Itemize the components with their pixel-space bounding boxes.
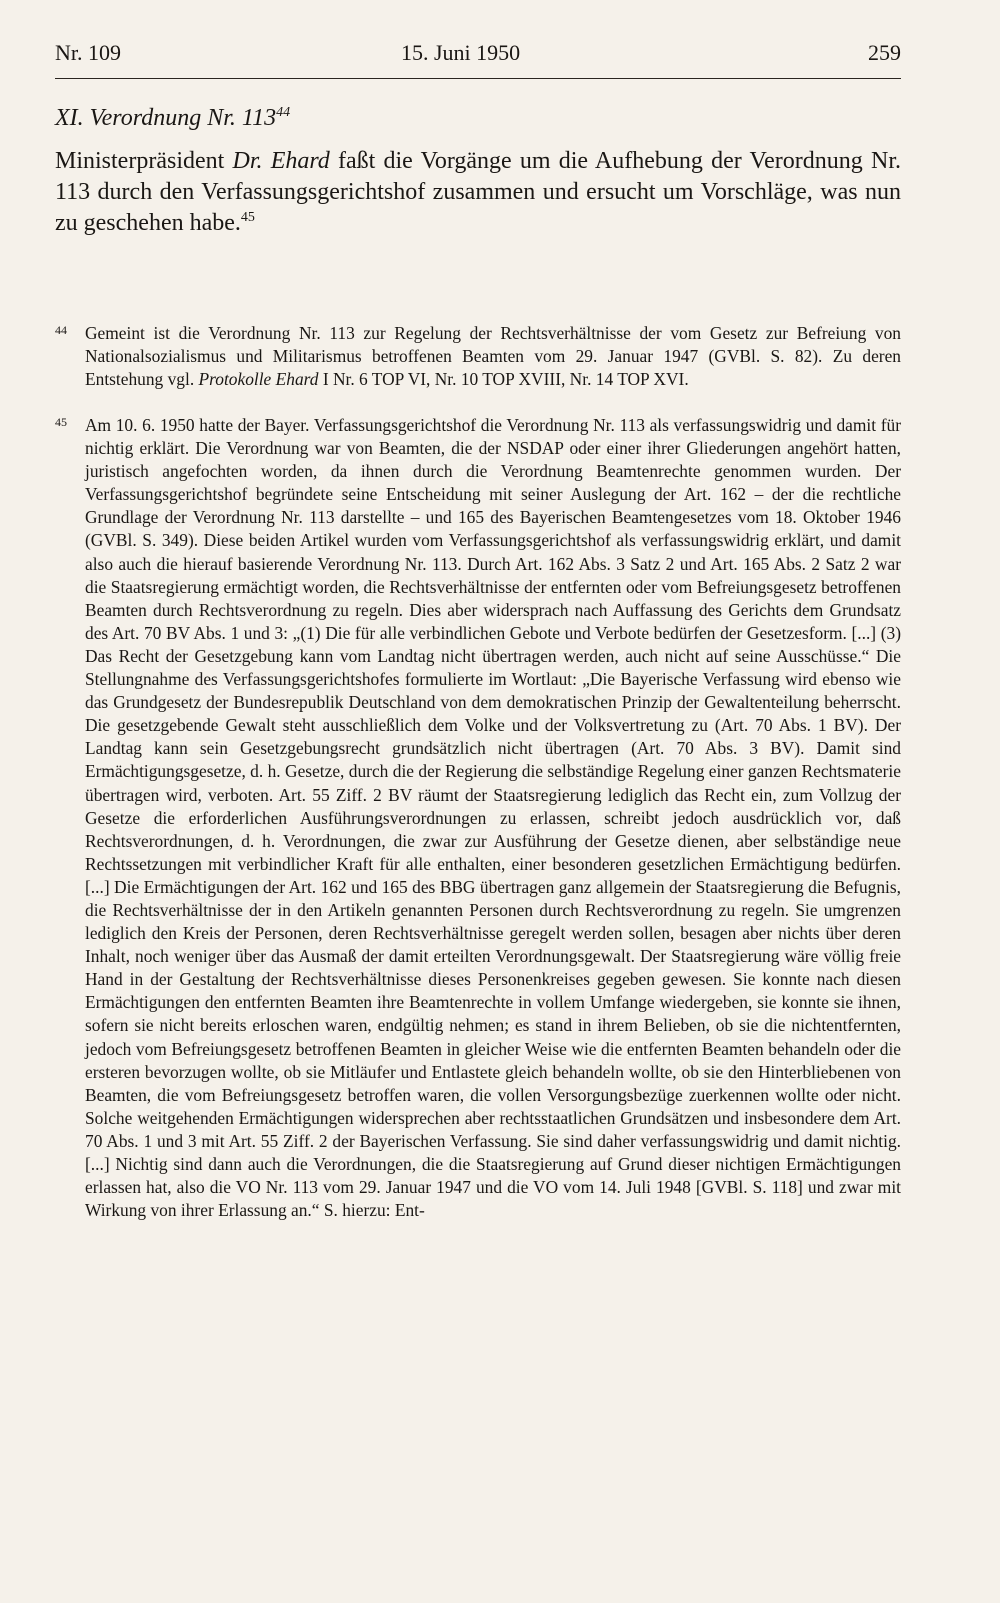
- footnote-marker: 44: [55, 323, 67, 337]
- minister-name: Dr. Ehard: [232, 148, 330, 174]
- footnote-italic-title: Protokolle Ehard: [198, 369, 319, 390]
- footnote-text-part: I Nr. 6 TOP VI, Nr. 10 TOP XVIII, Nr. 14 TOP XVI.: [318, 369, 689, 390]
- footnote-ref-44[interactable]: 44: [276, 105, 291, 120]
- running-header: [55, 40, 901, 74]
- header-rule: [55, 78, 901, 79]
- main-paragraph: [55, 146, 901, 239]
- footnote-text: Am 10. 6. 1950 hatte der Bayer. Verfassungsgerichtshof die Verordnung Nr. 113 als verfassungswidrig und damit für nichtig erklärt. Die Verordnung war von Beamten, die der NSDAP oder einer ihrer Gliederungen angehört hatten, juristisch angefochten worden, da ihnen durch die Verordnung Beamtenrechte genommen wurden. Der Verfassungsgerichtshof begründete seine Entscheidung mit seiner Auslegung der Art. 162 – der die rechtliche Grundlage der Verordnung Nr. 113 darstellte – und 165 des Bayerischen Beamtengesetzes vom 18. Oktober 1946 (GVBl. S. 349). Diese beiden Artikel wurden vom Verfassungsgerichtshof als verfassungswidrig erklärt, und damit also auch die hierauf basierende Verordnung Nr. 113. Durch Art. 162 Abs. 3 Satz 2 und Art. 165 Abs. 2 Satz 2 war die Staatsregierung ermächtigt worden, die Rechtsverhältnisse der entfernten oder vom Befreiungsgesetz betroffenen Beamten durch Rechtsverordnung zu regeln. Dies aber widersprach nach Auffassung des Gerichts dem Grundsatz des Art. 70 BV Abs. 1 und 3: „(1) Die für alle verbindlichen Gebote und Verbote bedürfen der Gesetzesform. [...] (3) Das Recht der Gesetzgebung kann vom Landtag nicht übertragen werden, auch nicht auf seine Ausschüsse.“ Die Stellungnahme des Verfassungsgerichtshofes formulierte im Wortlaut: „Die Bayerische Verfassung wird ebenso wie das Grundgesetz der Bundesrepublik Deutschland von dem demokratischen Prinzip der Gewaltenteilung beherrscht. Die gesetzgebende Gewalt steht ausschließlich dem Volke und der Volksvertretung zu (Art. 70 Abs. 1 BV). Der Landtag kann sein Gesetzgebungsrecht grundsätzlich nicht übertragen (Art. 70 Abs. 3 BV). Damit sind Ermächtigungsgesetze, d. h. Gesetze, durch die der Regierung die selbständige Regelung einer ganzen Rechtsmaterie übertragen wird, verboten. Art. 55 Ziff. 2 BV räumt der Staatsregierung lediglich das Recht ein, zum Vollzug der Gesetze die erforderlichen Ausführungsverordnungen zu erlassen, schreibt jedoch ausdrücklich vor, daß Rechtsverordnungen, d. h. Verordnungen, die zwar zur Ausführung der Gesetze dienen, aber selbständige neue Rechtssetzungen mit verbindlicher Kraft für alle enthalten, einer besonderen gesetzlichen Ermächtigung bedürfen. [...] Die Ermächtigungen der Art. 162 und 165 des BBG übertragen ganz allgemein der Staatsregierung die Befugnis, die Rechtsverhältnisse der in den Artikeln genannten Personen durch Rechtsverordnung zu regeln. Sie umgrenzen lediglich den Kreis der Personen, deren Rechtsverhältnisse geregelt werden sollen, besagen aber nichts über deren Inhalt, noch weniger über das Ausmaß der damit erteilten Verordnungsgewalt. Der Staatsregierung wäre völlig freie Hand in der Gestaltung der Rechtsverhältnisse dieses Personenkreises gegeben gewesen. Sie konnte nach diesen Ermächtigungen den entfernten Beamten ihre Beamtenrechte in vollem Umfange wiedergeben, sie konnte sie ihnen, sofern sie nicht bereits erloschen waren, endgültig nehmen; es stand in ihrem Belieben, ob sie die nichtentfernten, jedoch vom Befreiungsgesetz betroffenen Beamten in gleicher Weise wie die entfernten Beamten behandeln oder die ersteren bevorzugen wollte, ob sie Mitläufer und Entlastete gleich behandeln wollte, ob sie den Hinterbliebenen von Beamten, die vom Befreiungsgesetz betroffen waren, die vollen Versorgungsbezüge zuerkennen wollte oder nicht. Solche weitgehenden Ermächtigungen widersprechen aber rechtsstaatlichen Grundsätzen und insbesondere dem Art. 70 Abs. 1 und 3 mit Art. 55 Ziff. 2 der Bayerischen Verfassung. Sie sind daher verfassungswidrig und damit nichtig. [...] Nichtig sind dann auch die Verordnungen, die die Staatsregierung auf Grund dieser nichtigen Ermächtigungen erlassen hat, also die VO Nr. 113 vom 29. Januar 1947 und die VO vom 14. Juli 1948 [GVBl. S. 118] und zwar mit Wirkung von ihrer Erlassung an.“ S. hierzu: Ent-: [85, 415, 901, 1221]
- footnote-text-part: Gemeint ist die Verordnung Nr. 113 zur Regelung der Rechtsverhältnisse der vom Gesetz zur Befreiung von Nationalsozialismus und Militarismus betroffenen Beamten vom 29. Januar 1947 (GVBl. S. 82). Zu deren Entstehung vgl.: [85, 323, 901, 390]
- issue-number: Nr. 109: [55, 40, 121, 65]
- main-text-part2: faßt die Vorgänge um die Aufhebung der Verordnung Nr. 113 durch den Verfassungsgerichtshof zusammen und ersucht um Vorschläge, was nun zu geschehen habe.: [55, 148, 901, 236]
- footnote-44: [55, 322, 901, 391]
- page-number: 259: [868, 40, 901, 65]
- footnote-marker: 45: [55, 415, 67, 429]
- footnote-45: [55, 414, 901, 1222]
- section-title: [55, 105, 290, 132]
- section-title-text: XI. Verordnung Nr. 113: [55, 105, 277, 131]
- footnote-ref-45[interactable]: 45: [240, 210, 255, 225]
- header-date: 15. Juni 1950: [401, 40, 521, 65]
- footnote-text: [85, 322, 901, 391]
- main-text-part1: Ministerpräsident: [55, 148, 233, 174]
